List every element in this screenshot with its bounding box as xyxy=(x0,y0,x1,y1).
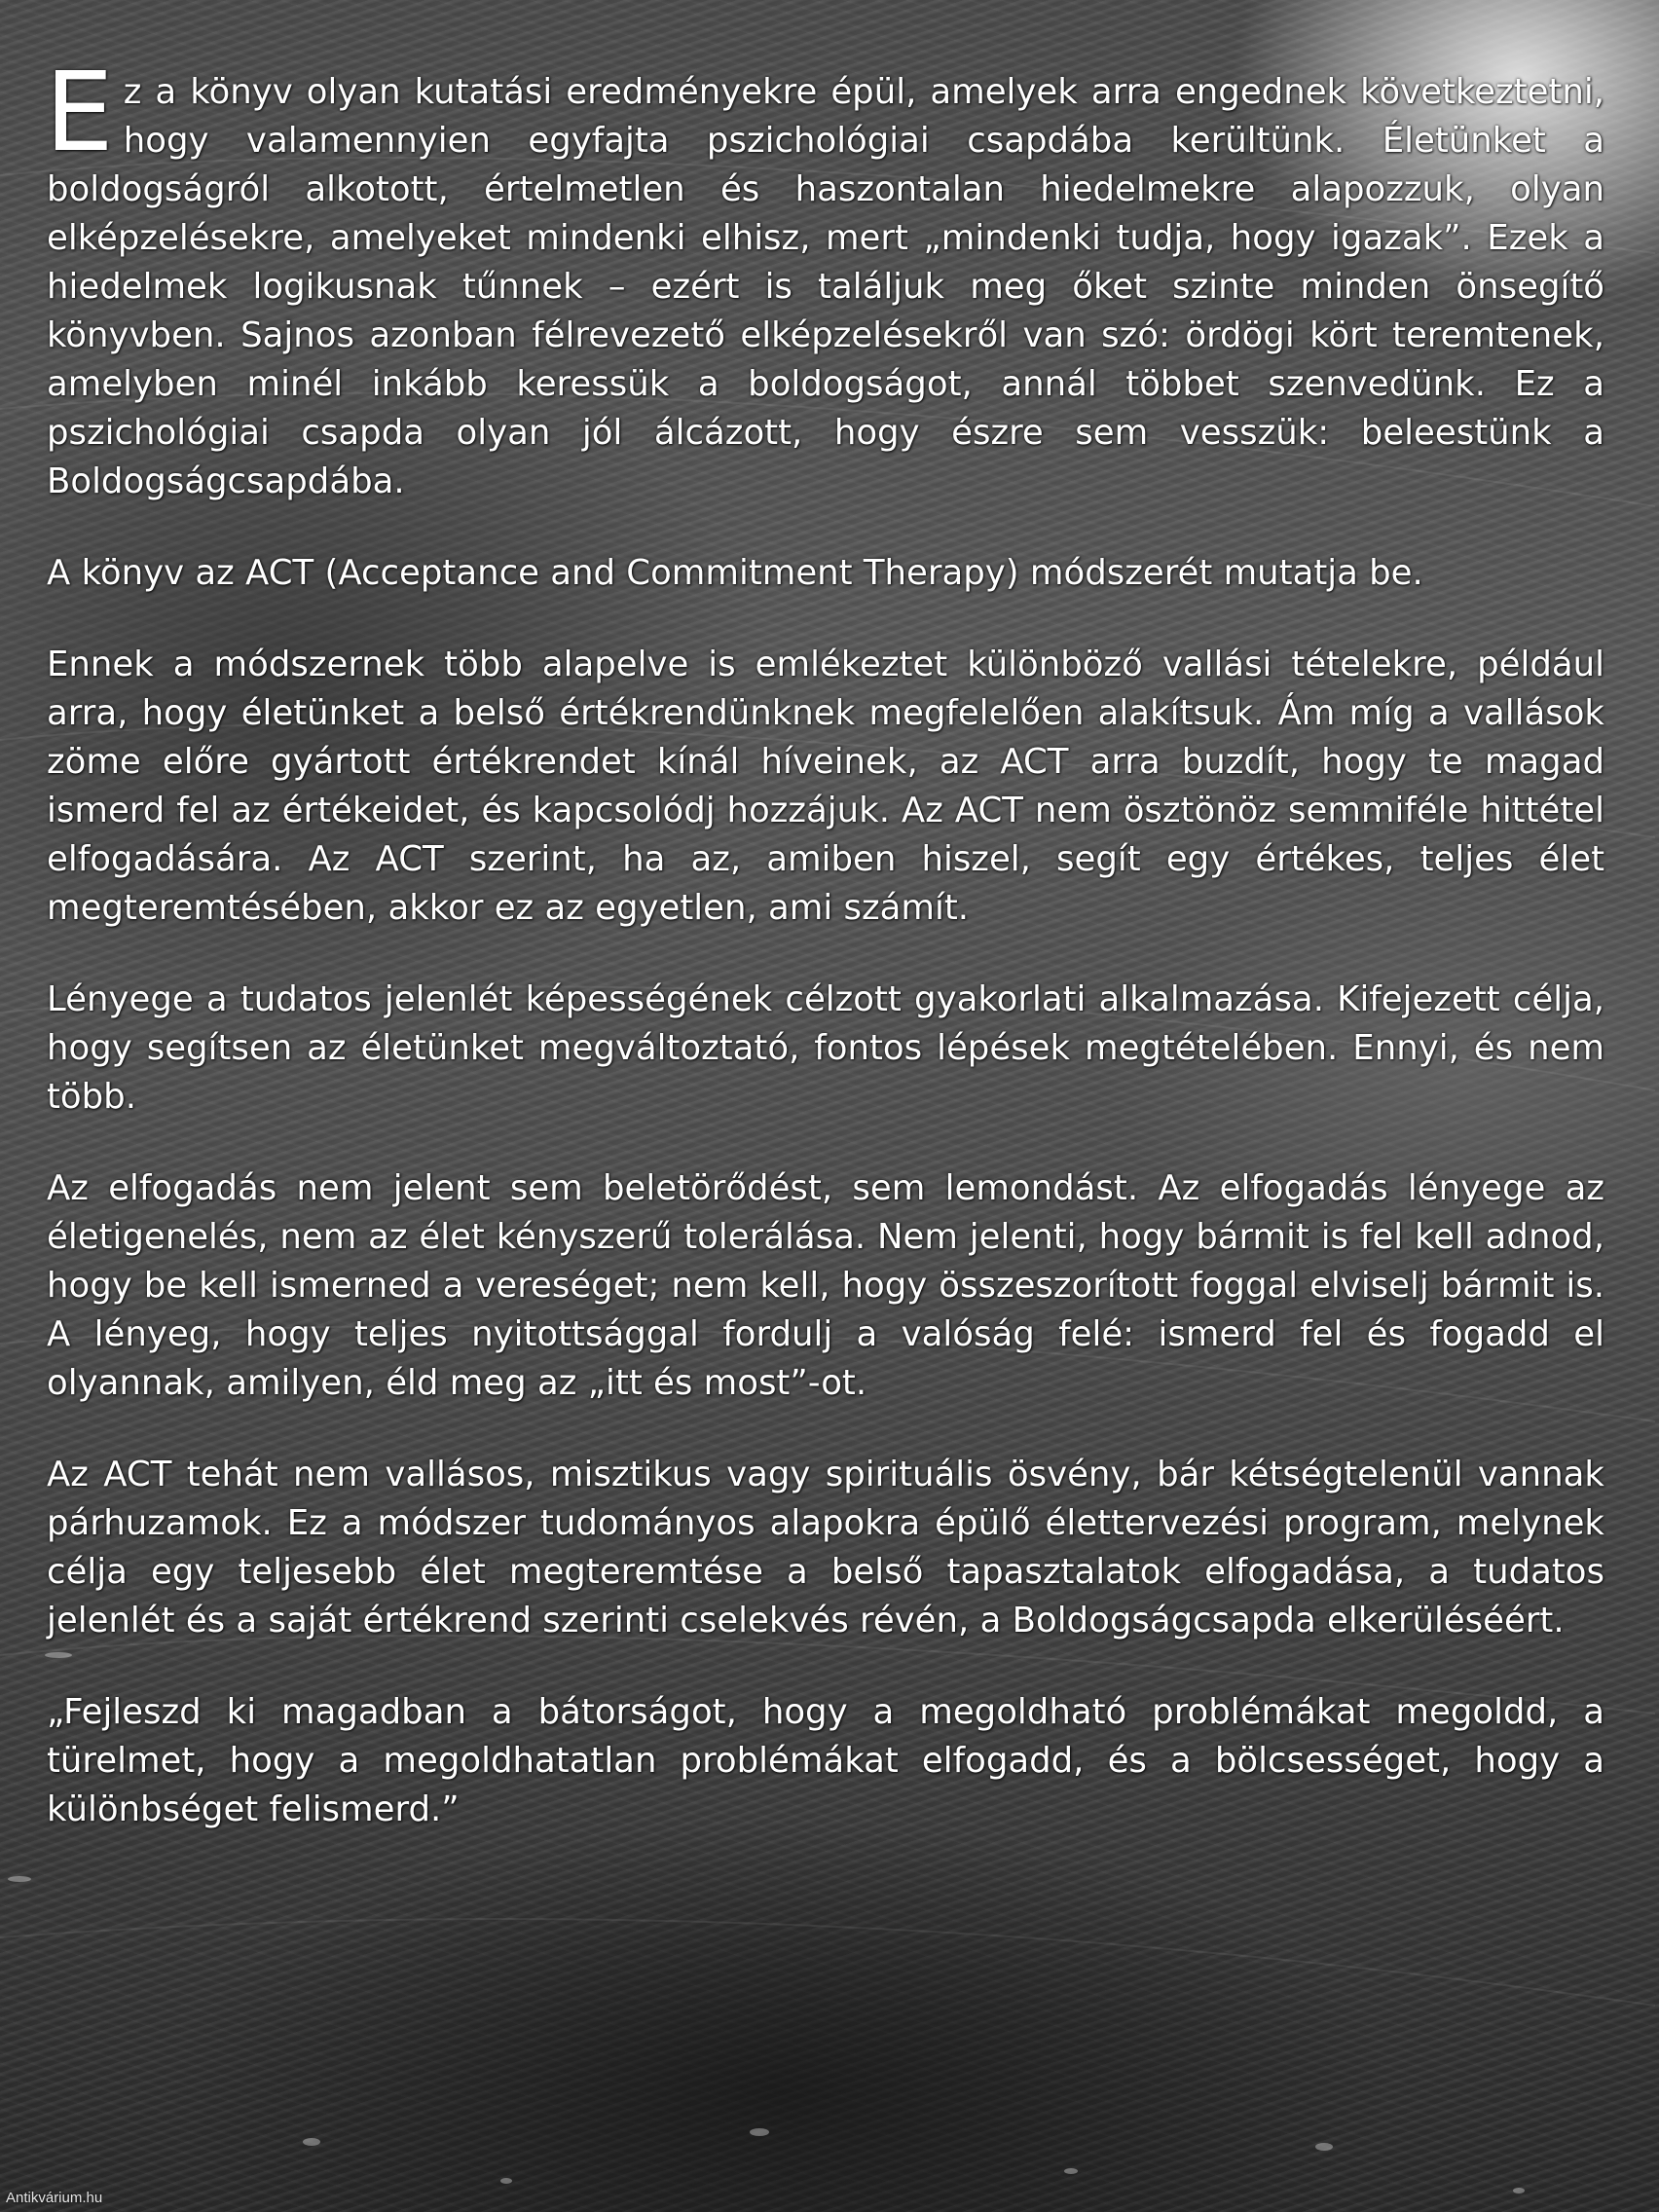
watermark: Antikvárium.hu xyxy=(6,2190,103,2206)
drop-cap: E xyxy=(45,50,114,176)
paragraph-summary: Az ACT tehát nem vallásos, misztikus vagy spirituális ösvény, bár kétségtelenül vannak párhuzamok. Ez a módszer tudományos alapokra épülő élettervezési program, melynek célja egy teljesebb élet megteremtése a belső tapasztalatok elfogadása, a tudatos jelenlét és a saját értékrend szerinti cselekvés révén, a Boldogságcsapda elkerüléséért. xyxy=(47,1455,1604,1641)
paragraph-essence: Lényege a tudatos jelenlét képességének célzott gyakorlati alkalmazása. Kifejezett célja, hogy segítsen az életünket megváltoztató, fontos lépések megtételében. Ennyi, és nem több. xyxy=(47,979,1604,1117)
paragraph-acceptance: Az elfogadás nem jelent sem beletörődést, sem lemondást. Az elfogadás lényege az életigenelés, nem az élet kényszerű tolerálása. Nem jelenti, hogy bármit is fel kell adnod, hogy be kell ismerned a vereséget; nem kell, hogy összeszorított foggal elviselj bármit is. A lényeg, hogy teljes nyitottsággal fordulj a valóság felé: ismerd fel és fogadd el olyannak, amilyen, éld meg az „itt és most”-ot. xyxy=(47,1168,1604,1403)
paragraph-principles: Ennek a módszernek több alapelve is emlékeztet különböző vallási tételekre, például arra, hogy életünket a belső értékrendünknek megfelelően alakítsuk. Ám míg a vallások zöme előre gyártott értékrendet kínál híveinek, az ACT arra buzdít, hogy te magad ismerd fel az értékeidet, és kapcsolódj hozzájuk. Az ACT nem ösztönöz semmiféle hittétel elfogadására. Az ACT szerint, ha az, amiben hiszel, segít egy értékes, teljes élet megteremtésében, akkor ez az egyetlen, ami számít. xyxy=(47,645,1604,928)
paragraph-quote: „Fejleszd ki magadban a bátorságot, hogy a megoldható problémákat megoldd, a türelmet, hogy a megoldhatatlan problémákat elfogadd, és a bölcsességet, hogy a különbséget felismerd.” xyxy=(47,1692,1604,1829)
paragraph-act-intro: A könyv az ACT (Acceptance and Commitment Therapy) módszerét mutatja be. xyxy=(47,553,1423,593)
intro-paragraph xyxy=(45,50,1604,506)
cover-text xyxy=(45,50,1604,1877)
intro-text: z a könyv olyan kutatási eredményekre épül, amelyek arra engednek következtetni, hogy valamennyien egyfajta pszichológiai csapdába kerültünk. Életünket a boldogságról alkotott, értelmetlen és haszontalan hiedelmekre alapozzuk, olyan elképzelésekre, amelyeket mindenki elhisz, mert „mindenki tudja, hogy igazak”. Ezek a hiedelmek logikusnak tűnnek – ezért is találjuk meg őket szinte minden önsegítő könyvben. Sajnos azonban félrevezető elképzelésekről van szó: ördögi kört teremtenek, amelyben minél inkább keressük a boldogságot, annál többet szenvedünk. Ez a pszichológiai csapda olyan jól álcázott, hogy észre sem vesszük: beleestünk a Boldogságcsapdába. xyxy=(47,72,1604,501)
